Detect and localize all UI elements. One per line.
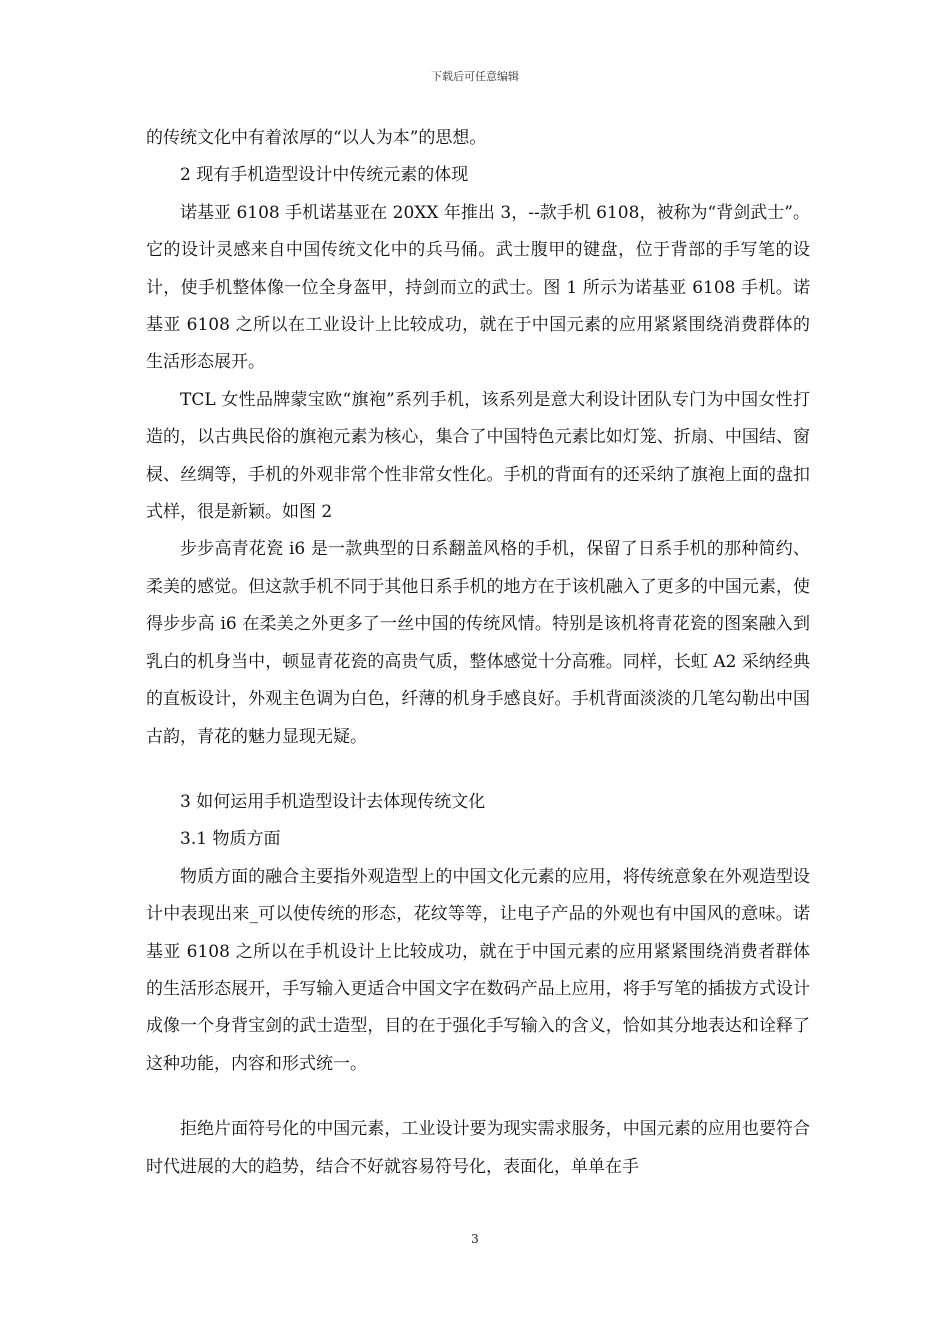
paragraph-1: 的传统文化中有着浓厚的“以人为本”的思想。 xyxy=(146,128,487,148)
page-header: 下载后可任意编辑 xyxy=(431,70,519,83)
section-heading-2: 2 现有手机造型设计中传统元素的体现 xyxy=(180,165,469,186)
body-text xyxy=(146,120,810,1186)
paragraph-material: 物质方面的融合主要指外观造型上的中国文化元素的应用，将传统意象在外观造型设计中表现出来_可以使传统的形态，花纹等等，让电子产品的外观也有中国风的意味。诺基亚 6108 之所以在手机设计上比较成功，就在于中国元素的应用紧紧围绕消费者群体的生活形态展开，手写输入更适合中国文字在数码产品上应用，将手写笔的插拔方式设计成像一个身背宝剑的武士造型，目的在于强化手写输入的含义，恰如其分地表达和诠释了这种功能，内容和形式统一。 xyxy=(146,866,810,1074)
paragraph-gap xyxy=(146,1083,810,1111)
section-heading-3: 3 如何运用手机造型设计去体现传统文化 xyxy=(180,791,486,812)
paragraph-tcl: TCL 女性品牌蒙宝欧“旗袍”系列手机，该系列是意大利设计团队专门为中国女性打造的，以古典民俗的旗袍元素为核心，集合了中国特色元素比如灯笼、折扇、中国结、窗棂、丝绸等，手机的外观非常个性非常女性化。手机的背面有的还采纳了旗袍上面的盘扣式样，很是新颖。如图 2 xyxy=(146,389,810,523)
paragraph-nokia: 诺基亚 6108 手机诺基亚在 20XX 年推出 3，--款手机 6108，被称为“背剑武士”。它的设计灵感来自中国传统文化中的兵马俑。武士腹甲的键盘，位于背部的手写笔的设计，使手机整体像一位全身盔甲，持剑而立的武士。图 1 所示为诺基亚 6108 手机。诺基亚 6108 之所以在工业设计上比较成功，就在于中国元素的应用紧紧围绕消费群体的生活形态展开。 xyxy=(146,202,810,373)
subsection-heading-3-1: 3.1 物质方面 xyxy=(180,829,281,850)
paragraph-gap xyxy=(146,756,810,784)
paragraph-bbk: 步步高青花瓷 i6 是一款典型的日系翻盖风格的手机，保留了日系手机的那种简约、柔美的感觉。但这款手机不同于其他日系手机的地方在于该机融入了更多的中国元素，使得步步高 i6 在柔美之外更多了一丝中国的传统风情。特别是该机将青花瓷的图案融入到乳白的机身当中，顿显青花瓷的高贵气质，整体感觉十分高雅。同样，长虹 A2 采纳经典的直板设计，外观主色调为白色，纤薄的机身手感良好。手机背面淡淡的几笔勾勒出中国古韵，青花的魅力显现无疑。 xyxy=(146,539,810,747)
paragraph-symbolic: 拒绝片面符号化的中国元素，工业设计要为现实需求服务，中国元素的应用也要符合时代进展的大的趋势，结合不好就容易符号化，表面化，单单在手 xyxy=(146,1119,810,1177)
page-number: 3 xyxy=(471,1232,479,1246)
